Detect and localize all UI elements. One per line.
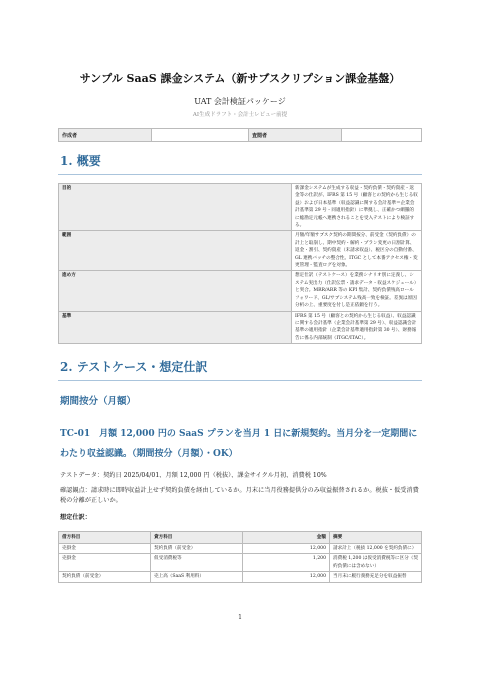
test-data-text: テストデータ：契約日 2025/04/01、月額 12,000 円（税抜）、課金サイクル月初、消費税 10% — [60, 472, 327, 479]
page-number: 1 — [238, 614, 242, 621]
col-header-debit: 借方科目 — [59, 532, 151, 544]
col-header-memo: 摘要 — [330, 532, 422, 544]
subsection-heading: 期間按分（月額） — [60, 396, 137, 407]
table-row — [59, 554, 422, 572]
amount-cell: 12,000 — [243, 572, 330, 582]
table-row — [59, 572, 422, 582]
author-value — [152, 129, 249, 142]
overview-text: 想定仕訳（テストケース）を業務シナリオ別に定義し、システム実出力（仕訳伝票・請求データ・収益スケジュール）と突合。MRR/ARR 等の KPI 集計、契約負債残高ロールフォワード、GL/サブシステム残高一致を検証。差異は原因分析の上、重要度を付し是正依頼を行う。 — [292, 271, 422, 311]
overview-row — [59, 311, 422, 344]
overview-label: 基準 — [59, 311, 292, 344]
overview-row — [59, 184, 422, 231]
debit-cell: 売掛金 — [59, 544, 151, 554]
col-header-credit: 貸方科目 — [151, 532, 243, 544]
amount-cell: 1,200 — [243, 554, 330, 572]
memo-cell: 当月末に履行義務充足分を収益振替 — [330, 572, 422, 582]
reviewer-label: 査閲者 — [249, 129, 342, 142]
draft-note: AI生成ドラフト・会計士レビュー前提 — [192, 112, 288, 118]
overview-label: 進め方 — [59, 271, 292, 311]
overview-table — [58, 183, 422, 344]
memo-cell: 請求計上（税抜 12,000 を契約負債に） — [330, 544, 422, 554]
check-point-text: 確認観点：請求時に即時収益計上せず契約負債を経由しているか。月末に当月役務提供分のみ収益振替されるか。税抜・仮受消費税の分離が正しいか。 — [60, 487, 419, 504]
overview-label: 目的 — [59, 184, 292, 231]
memo-cell: 消費税 1,200 は仮受消費税等に区分（契約負債には含めない） — [330, 554, 422, 572]
section2-heading: 2. テストケース・想定仕訳 — [60, 360, 208, 374]
overview-label: 範囲 — [59, 231, 292, 271]
expected-journal-label: 想定仕訳： — [60, 514, 91, 521]
overview-text: 月額/年額サブスク契約の期間按分、前受金（契約負債）の計上と取崩し、期中契約・解約・プラン変更の日割計算、返金・割引、契約資産（未請求収益）、税区分の自動付番、GL 連携バッチの整合性。ITGC として本番アクセス権・変更管理・監査ログを対象。 — [292, 231, 422, 271]
table-row — [59, 544, 422, 554]
overview-row — [59, 231, 422, 271]
section2-divider — [58, 380, 422, 381]
author-label: 作成者 — [59, 129, 152, 142]
test-case-title: TC-01 月額 12,000 円の SaaS プランを当月 1 日に新規契約。当月分を一定期間にわたり収益認識。（期間按分（月額）・OK） — [60, 429, 418, 459]
journal-header-row — [59, 532, 422, 544]
overview-text: 新課金システムが生成する収益・契約負債・契約資産・返金等の仕訳が、IFRS 第 15 号（顧客との契約から生じる収益）および日本基準（収益認識に関する会計基準＝企業会計基準第 29 号・同適用指針）に準拠し、正確かつ網羅的に総勘定元帳へ連携されることを受入テストにより検証する。 — [292, 184, 422, 231]
document-title: サンプル SaaS 課金システム（新サブスクリプション課金基盤） — [79, 72, 401, 85]
overview-text: IFRS 第 15 号（顧客との契約から生じる収益）、収益認識に関する会計基準（企業会計基準第 29 号）、収益認識会計基準の適用指針（企業会計基準適用指針第 30 号）、財務報告に係る内部統制（ITGC/ITAC）。 — [292, 311, 422, 344]
amount-cell: 12,000 — [243, 544, 330, 554]
col-header-amount: 金額 — [243, 532, 330, 544]
signoff-table — [58, 128, 422, 142]
debit-cell: 契約負債（前受金） — [59, 572, 151, 582]
credit-cell: 仮受消費税等 — [151, 554, 243, 572]
overview-row — [59, 271, 422, 311]
document-subtitle: UAT 会計検証パッケージ — [194, 97, 286, 106]
section1-divider — [58, 174, 422, 175]
credit-cell: 契約負債（前受金） — [151, 544, 243, 554]
section1-heading: 1. 概要 — [60, 154, 101, 168]
credit-cell: 売上高（SaaS 利用料） — [151, 572, 243, 582]
debit-cell: 売掛金 — [59, 554, 151, 572]
journal-table — [58, 531, 422, 583]
reviewer-value — [342, 129, 422, 142]
